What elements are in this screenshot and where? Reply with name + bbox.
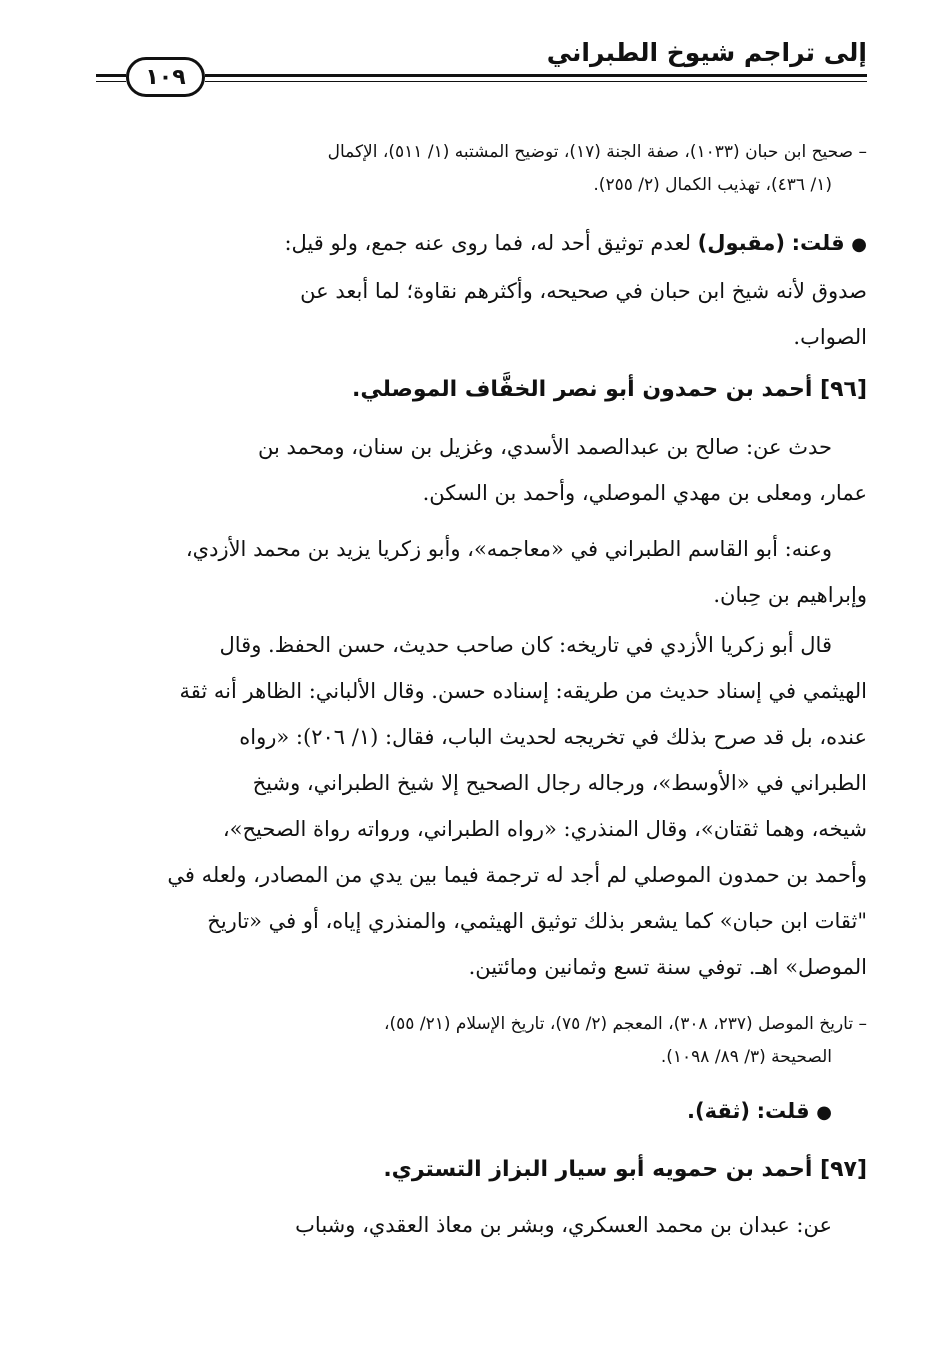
header-rule-left-thin	[96, 81, 126, 82]
verdict-text-line: الصواب.	[793, 325, 867, 349]
bullet-icon: ●	[816, 1102, 832, 1123]
assessment-line: "ثقات ابن حبان» كما يشعر بذلك توثيق الهيثمي، والمنذري إياه، أو في «تاريخ	[207, 909, 867, 933]
verdict-96	[95, 1088, 867, 1136]
teachers-line: حدث عن: صالح بن عبدالصمد الأسدي، وغزيل بن سنان، ومحمد بن	[257, 435, 832, 459]
header-rule-left-thick	[96, 74, 126, 77]
entry-96-assessment	[95, 622, 867, 990]
teachers-line: عمار، ومعلى بن مهدي الموصلي، وأحمد بن السكن.	[422, 481, 867, 505]
teachers-line: عن: عبدان بن محمد العسكري، وبشر بن معاذ العقدي، وشباب	[295, 1213, 832, 1237]
entry-96-heading: [٩٦] أحمد بن حمدون أبو نصر الخفَّاف الموصلي.	[352, 377, 867, 402]
students-line: وعنه: أبو القاسم الطبراني في «معاجمه»، وأبو زكريا يزيد بن محمد الأزدي،	[185, 537, 832, 561]
sources-note-line: – صحيح ابن حبان (١٠٣٣)، صفة الجنة (١٧)، توضيح المشتبه (١/ ٥١١)، الإكمال	[327, 142, 867, 162]
verdict-95	[95, 220, 867, 360]
sources-note-line: الصحيحة (٣/ ٨٩/ ١٠٩٨).	[660, 1047, 832, 1067]
verdict-text: لعدم توثيق أحد له، فما روى عنه جمع، ولو قيل:	[284, 231, 691, 255]
assessment-line: الهيثمي في إسناد حديث من طريقه: إسناده حسن. وقال الألباني: الظاهر أنه ثقة	[179, 679, 867, 703]
assessment-line: شيخه، وهما ثقتان»، وقال المنذري: «رواه الطبراني، ورواته رواة الصحيح»،	[222, 817, 867, 841]
header-rule-thick	[205, 74, 867, 77]
verdict-text-line: صدوق لأنه شيخ ابن حبان في صحيحه، وأكثرهم نقاوة؛ لما أبعد عن	[300, 279, 867, 303]
assessment-line: وأحمد بن حمدون الموصلي لم أجد له ترجمة فيما بين يدي من المصادر، ولعله في	[167, 863, 867, 887]
header-rule-thin	[205, 81, 867, 82]
entry-97-teachers	[95, 1202, 867, 1248]
assessment-line: عنده، بل قد صرح بذلك في تخريجه لحديث الباب، فقال: (١/ ٢٠٦): «رواه	[239, 725, 867, 749]
sources-note-96	[95, 1008, 867, 1074]
verdict-grade: (مقبول)	[697, 231, 785, 255]
assessment-line: قال أبو زكريا الأزدي في تاريخه: كان صاحب حديث، حسن الحفظ. وقال	[219, 633, 832, 657]
page-number: ١٠٩	[126, 57, 205, 97]
bullet-icon: ●	[851, 234, 867, 255]
assessment-line: الموصل» اهـ. توفي سنة تسع وثمانين ومائتين.	[468, 955, 867, 979]
verdict-grade: (ثقة).	[687, 1099, 750, 1123]
running-title: إلى تراجم شيوخ الطبراني	[546, 38, 867, 67]
sources-note-95	[95, 136, 867, 202]
sources-note-line: (١/ ٤٣٦)، تهذيب الكمال (٢/ ٢٥٥).	[593, 175, 832, 195]
entry-96-teachers	[95, 424, 867, 516]
verdict-label: قلت:	[791, 231, 845, 255]
entry-96-students	[95, 526, 867, 618]
assessment-line: الطبراني في «الأوسط»، ورجاله رجال الصحيح إلا شيخ الطبراني، وشيخ	[252, 771, 867, 795]
entry-97-heading: [٩٧] أحمد بن حمويه أبو سيار البزاز التستري.	[383, 1157, 867, 1182]
verdict-label: قلت:	[756, 1099, 810, 1123]
sources-note-line: – تاريخ الموصل (٢٣٧، ٣٠٨)، المعجم (٢/ ٧٥)، تاريخ الإسلام (٢١/ ٥٥)،	[384, 1014, 867, 1034]
students-line: وإبراهيم بن حِبان.	[713, 583, 867, 607]
